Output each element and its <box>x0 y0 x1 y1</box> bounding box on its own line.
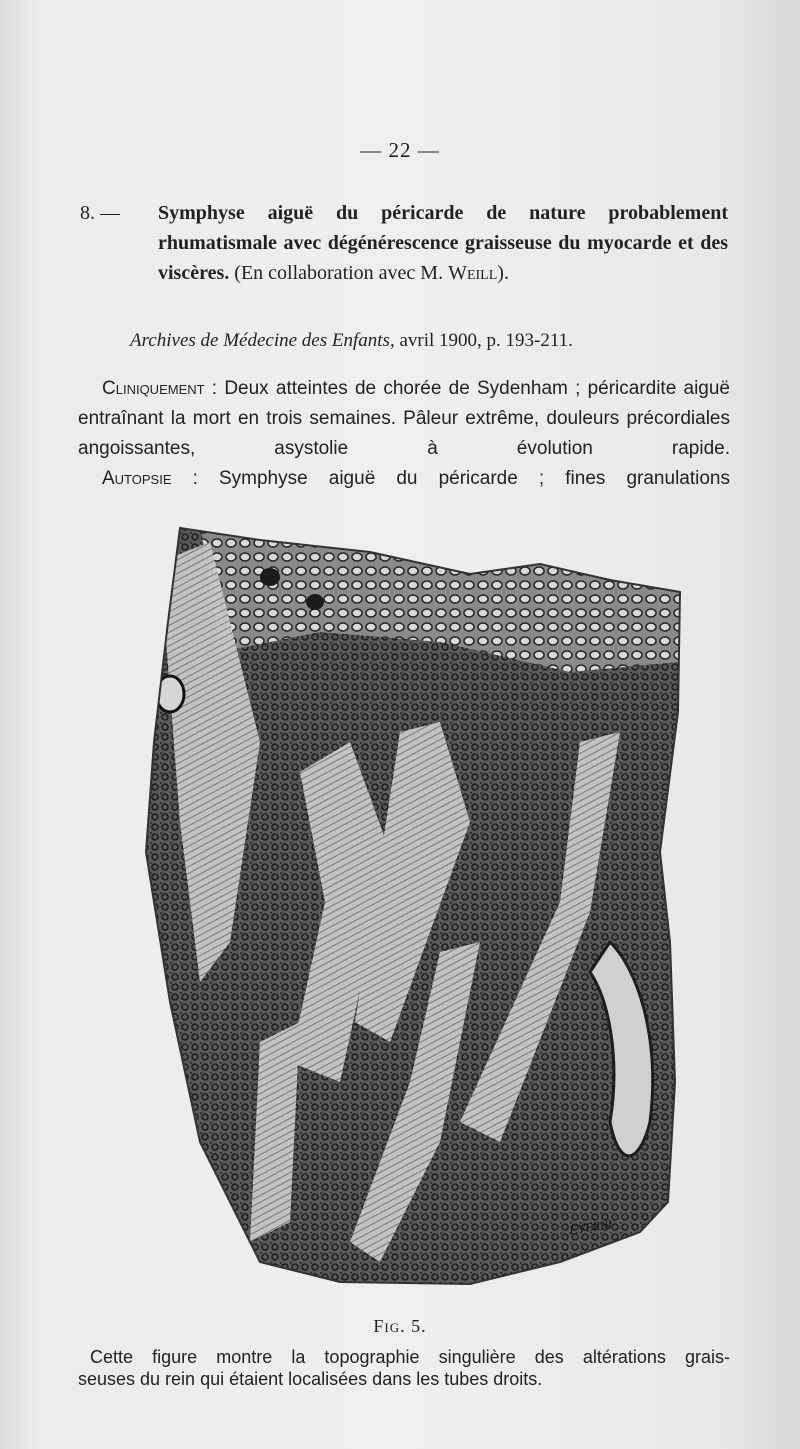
histology-illustration <box>140 522 688 1292</box>
body-text <box>78 374 730 494</box>
clinique-paragraph <box>78 374 730 464</box>
entry-collaborator: Weill <box>448 262 498 284</box>
source-details: , avril 1900, p. 193-211. <box>389 330 573 351</box>
page-number: — 22 — <box>360 138 440 162</box>
entry-number: 8. — <box>80 202 120 224</box>
journal-name: Archives de Médecine des Enfants <box>130 330 390 351</box>
autopsie-label: Autopsie <box>102 468 172 489</box>
entry-title-end: ). <box>497 262 509 284</box>
clinique-label: Cliniquement <box>102 378 205 399</box>
caption-line-2: seuses du rein qui étaient localisées dans les tubes droits. <box>78 1369 543 1389</box>
clinique-text: : Deux atteintes de chorée de Sydenham ; péricardite aiguë entraînant la mort en trois semaines. Pâleur extrême, douleurs précordiales angoissantes, asystolie à évolution rapide. <box>78 378 730 459</box>
caption-line-1: Cette figure montre la topographie singulière des altérations grais- <box>90 1347 730 1367</box>
artist-signature: F.VERNI <box>568 1217 613 1237</box>
figure-caption <box>78 1346 730 1390</box>
entry-title-rest: (En collaboration avec M. <box>229 262 449 284</box>
source-reference <box>130 330 730 352</box>
autopsie-paragraph <box>78 464 730 494</box>
kidney-section-engraving <box>140 522 688 1292</box>
bibliography-entry <box>80 198 728 288</box>
entry-title <box>158 198 728 288</box>
entry-title-bold: Symphyse aiguë du péricarde de nature probablement rhumatismale avec dégénérescence graisseuse du myocarde et des viscères. <box>158 202 728 284</box>
figure-label: Fig. 5. <box>373 1316 427 1336</box>
autopsie-text: : Symphyse aiguë du péricarde ; fines granulations <box>171 468 730 489</box>
